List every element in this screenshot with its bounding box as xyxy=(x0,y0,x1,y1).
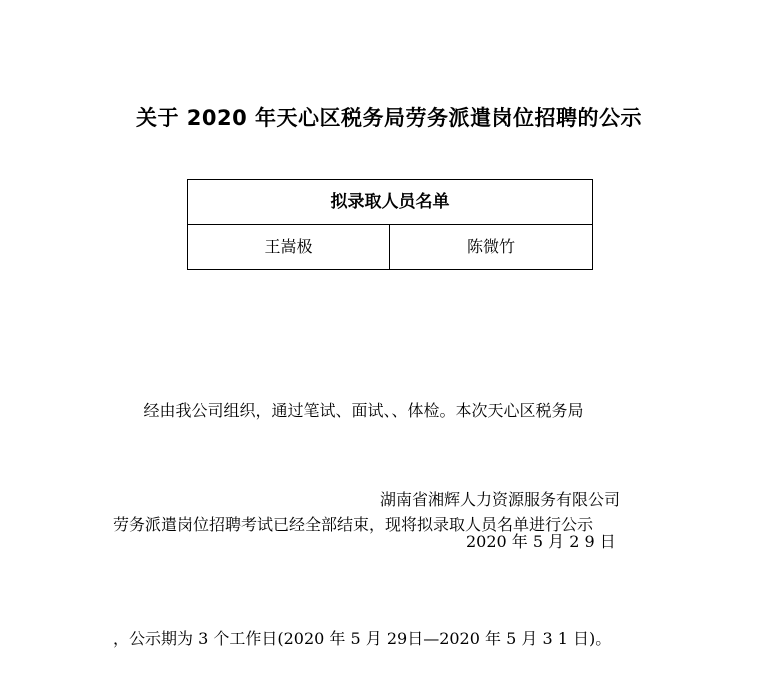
body-line: 经由我公司组织，通过笔试、面试、、体检。本次天心区税务局 xyxy=(113,401,584,420)
notice-title: 关于 2020 年天心区税务局劳务派遣岗位招聘的公示 xyxy=(135,106,643,130)
body-line: 劳务派遣岗位招聘考试已经全部结束，现将拟录取人员名单进行公示 xyxy=(113,515,594,534)
roster-table xyxy=(187,179,593,270)
issuer-company: 湖南省湘辉人力资源服务有限公司 xyxy=(380,490,621,509)
body-line: ，公示期为 3 个工作日(2020 年 5 月 29日—2020 年 5 月 3 1 日)。 xyxy=(113,629,612,648)
roster-name-cell: 陈微竹 xyxy=(466,237,515,256)
roster-name-cell: 王嵩极 xyxy=(188,225,390,269)
roster-header: 拟录取人员名单 xyxy=(188,180,592,225)
issue-date: 2020 年 5 月 2 9 日 xyxy=(466,532,616,551)
